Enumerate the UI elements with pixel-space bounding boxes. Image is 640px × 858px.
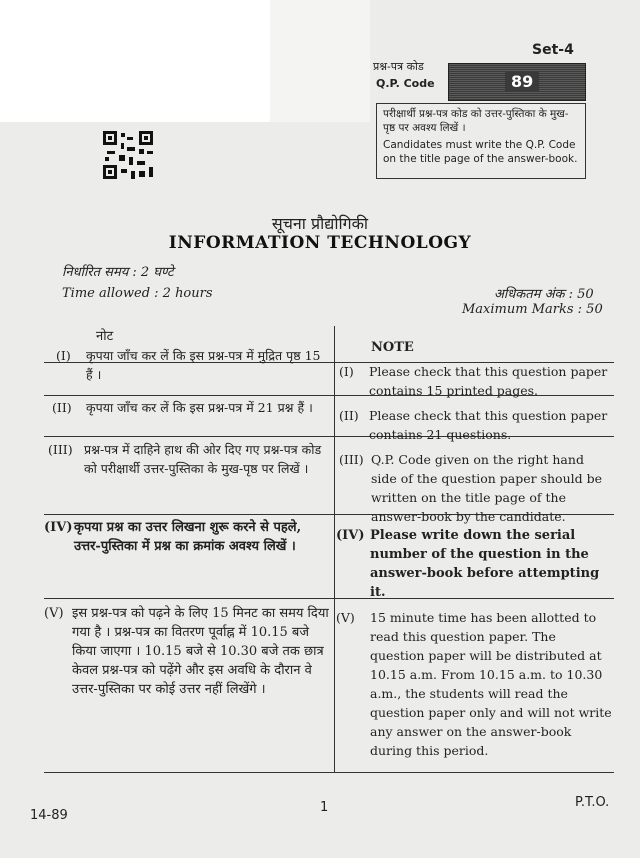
time-allowed-english: Time allowed : 2 hours — [62, 286, 213, 301]
qp-code-instruction-box — [376, 103, 586, 179]
time-allowed-hindi: निर्धारित समय : 2 घण्टे — [62, 265, 174, 280]
row-divider — [44, 772, 614, 773]
note-english-3: (III) Q.P. Code given on the right hand side of the question paper should be written on the title page of the answer-book by the candidate. — [339, 452, 603, 524]
qp-code-label-hindi: प्रश्न-पत्र कोड — [373, 60, 424, 73]
note-hindi-3: (III) प्रश्न-पत्र में दाहिने हाथ की ओर दिए गए प्रश्न-पत्र कोड को परीक्षार्थी उत्तर-पुस्तिका के मुख-पृष्ठ पर लिखें । — [48, 442, 322, 476]
qr-code-icon — [103, 131, 155, 181]
set-label: Set-4 — [532, 42, 574, 58]
note-english-2: (II) Please check that this question paper contains 21 questions. — [339, 408, 608, 442]
cover-overlay-shade — [270, 0, 370, 122]
qp-code-box — [448, 63, 586, 101]
note-hindi-5: (V) इस प्रश्न-पत्र को पढ़ने के लिए 15 मिनट का समय दिया गया है । प्रश्न-पत्र का वितरण पूर्वाह्न में 10.15 बजे किया जाएगा । 10.15 बजे से 10.30 बजे तक छात्र केवल प्रश्न-पत्र को पढ़ेंगे और इस अवधि के दौरान वे उत्तर-पुस्तिका पर कोई उत्तर नहीं लिखेंगे । — [44, 606, 329, 697]
max-marks-english: Maximum Marks : 50 — [462, 302, 603, 317]
note-hindi-4: (IV) कृपया प्रश्न का उत्तर लिखना शुरू करने से पहले, उत्तर-पुस्तिका में प्रश्न का क्रमांक अवश्य लिखें । — [44, 520, 302, 554]
title-english: INFORMATION TECHNOLOGY — [168, 233, 472, 253]
notes-heading-english: NOTE — [371, 340, 414, 355]
page-number: 1 — [320, 800, 329, 815]
paper-code-footer: 14-89 — [30, 808, 68, 823]
qp-code-label-english: Q.P. Code — [376, 77, 435, 90]
note-hindi-2: (II) कृपया जाँच कर लें कि इस प्रश्न-पत्र में 21 प्रश्न हैं । — [52, 400, 313, 415]
notes-table — [44, 326, 614, 772]
qp-code-value: 89 — [505, 72, 539, 91]
note-english-5: (V) 15 minute time has been allotted to read this question paper. The question paper will be distributed at 10.15 a.m. From 10.15 a.m. to 10.30 a.m., the students will read the question paper only and will not write any answer on the answer-book during this period. — [336, 610, 612, 758]
instruction-english: Candidates must write the Q.P. Code on the title page of the answer-book. — [383, 139, 578, 165]
title-hindi: सूचना प्रौद्योगिकी — [271, 214, 369, 233]
column-divider — [334, 326, 335, 772]
pto-label: P.T.O. — [575, 795, 610, 810]
max-marks-hindi: अधिकतम अंक : 50 — [494, 287, 594, 302]
instruction-hindi: परीक्षार्थी प्रश्न-पत्र कोड को उत्तर-पुस्तिका के मुख-पृष्ठ पर अवश्य लिखें । — [383, 108, 569, 134]
note-english-4: (IV) Please write down the serial number of the question in the answer-book before attempting it. — [336, 528, 600, 600]
cover-overlay — [0, 0, 270, 122]
notes-heading-hindi: नोट — [96, 329, 114, 344]
note-hindi-1: (I) कृपया जाँच कर लें कि इस प्रश्न-पत्र में मुद्रित पृष्ठ 15 हैं । — [56, 348, 321, 382]
note-english-1: (I) Please check that this question paper contains 15 printed pages. — [339, 364, 608, 398]
